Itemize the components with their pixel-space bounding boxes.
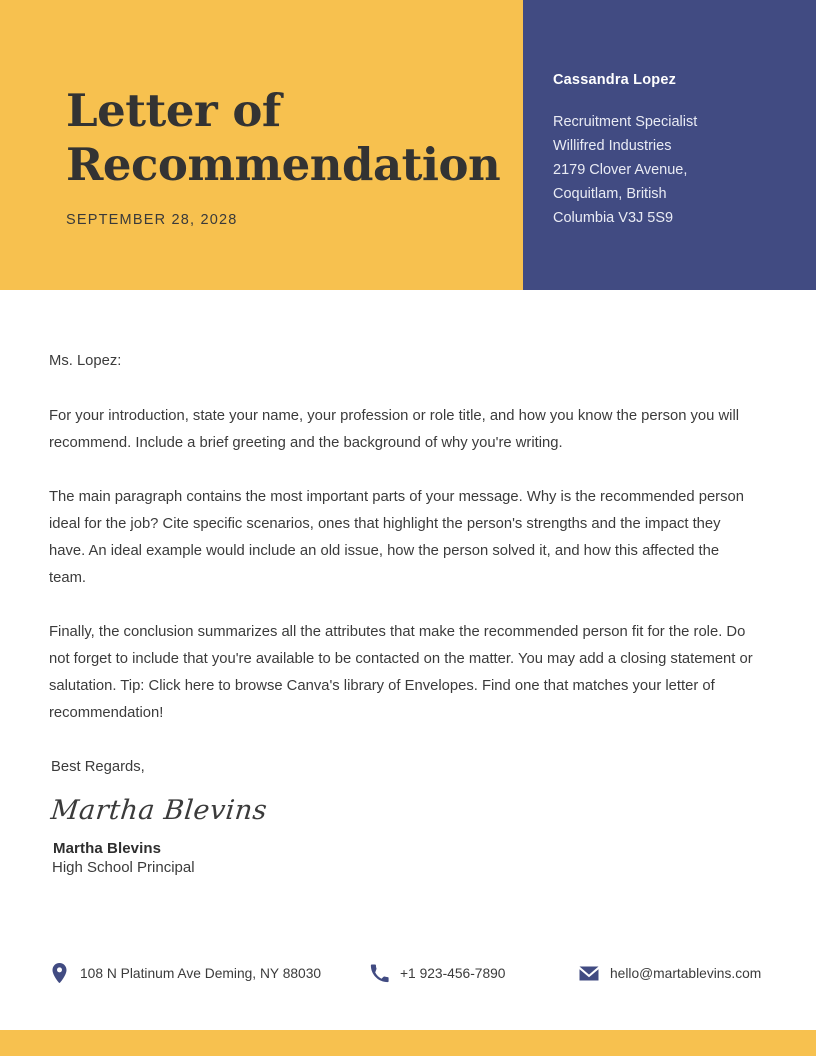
footer-phone-text: +1 923-456-7890 <box>400 965 506 981</box>
header-band <box>0 0 816 290</box>
recipient-address-line: Coquitlam, British <box>553 186 667 202</box>
salutation: Ms. Lopez: <box>49 353 122 369</box>
closing-line: Best Regards, <box>51 759 145 775</box>
recipient-address <box>553 110 816 230</box>
location-pin-icon <box>49 962 69 984</box>
letter-date: SEPTEMBER 28, 2028 <box>66 212 238 228</box>
recipient-block <box>523 0 816 290</box>
letter-body <box>0 290 816 876</box>
letter-paragraph-2: The main paragraph contains the most important parts of your message. Why is the recommended person ideal for the job? Cite specific scenarios, ones that highlight the person's strengths and the impact they have. An ideal example would include an old issue, how the person solved it, and how this affected the team. <box>49 489 744 586</box>
phone-icon <box>369 962 389 984</box>
recipient-address-line: Recruitment Specialist <box>553 114 698 130</box>
footer-email-text: hello@martablevins.com <box>610 965 762 981</box>
footer-address <box>49 962 369 984</box>
envelope-icon <box>579 962 599 984</box>
page-title: Letter of Recommendation <box>66 84 501 191</box>
signature-script: Martha Blevins <box>49 795 269 826</box>
letter-paragraph-3: Finally, the conclusion summarizes all the attributes that make the recommended person fit for the role. Do not forget to include that you're available to be contacted on the matter. You may add a closing statement or salutation. Tip: Click here to browse Canva's library of Envelopes. Find one that matches your letter of recommendation! <box>49 624 753 721</box>
signer-role: High School Principal <box>52 859 195 876</box>
footer-contact-row <box>49 962 779 984</box>
recipient-name: Cassandra Lopez <box>553 72 677 88</box>
signer-name: Martha Blevins <box>53 840 162 857</box>
recipient-address-line: Willifred Industries <box>553 138 672 154</box>
header-title-block <box>0 0 523 290</box>
bottom-accent-bar <box>0 1030 816 1056</box>
recipient-address-line: 2179 Clover Avenue, <box>553 162 688 178</box>
recipient-address-line: Columbia V3J 5S9 <box>553 210 674 226</box>
footer-phone <box>369 962 579 984</box>
footer-address-text: 108 N Platinum Ave Deming, NY 88030 <box>80 965 322 981</box>
letter-paragraph-1: For your introduction, state your name, your profession or role title, and how you know the person you will recommend. Include a brief greeting and the background of why you're writing. <box>49 408 740 451</box>
footer-email <box>579 962 761 984</box>
